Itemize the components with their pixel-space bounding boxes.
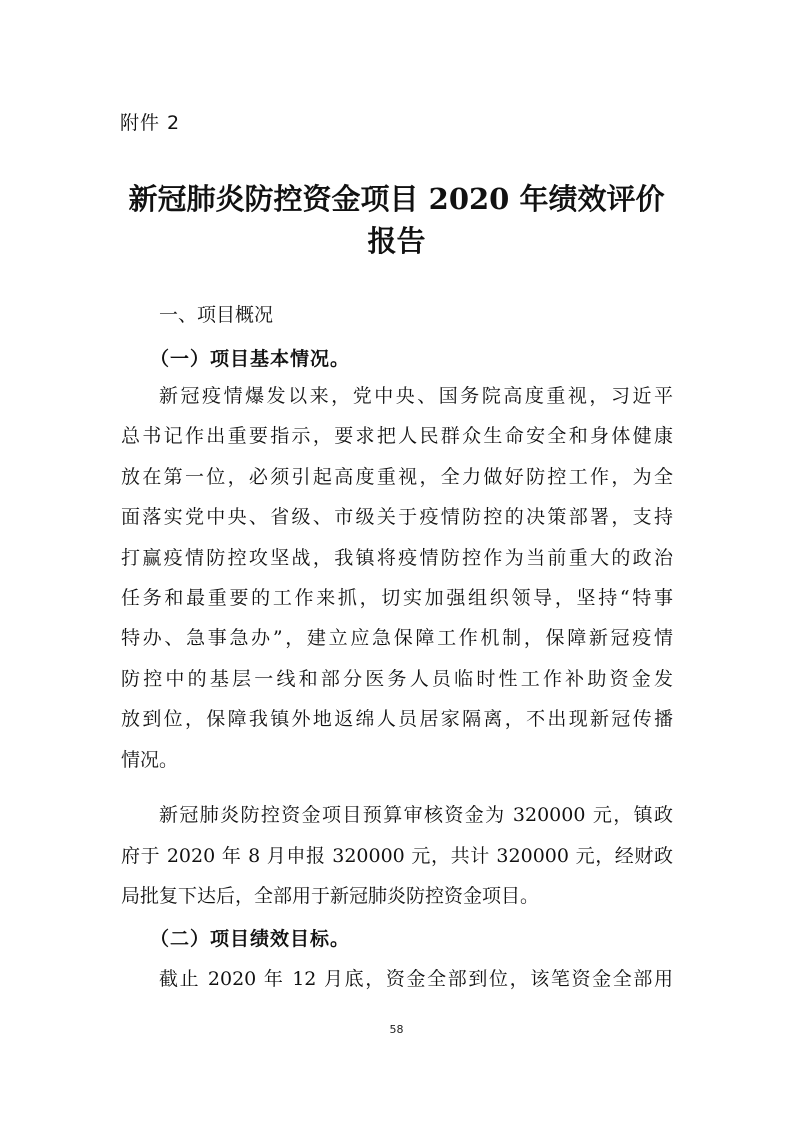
- paragraph-line: 防控中的基层一线和部分医务人员临时性工作补助资金发: [121, 668, 673, 690]
- paragraph-line: 府于 2020 年 8 月申报 320000 元，共计 320000 元，经财政: [121, 845, 673, 867]
- document-title-line2: 报告: [367, 224, 426, 258]
- paragraph-line: 放在第一位，必须引起高度重视，全力做好防控工作，为全: [121, 466, 673, 488]
- paragraph-line: 面落实党中央、省级、市级关于疫情防控的决策部署，支持: [121, 506, 673, 528]
- paragraph-line: 放到位，保障我镇外地返绵人员居家隔离，不出现新冠传播: [121, 708, 673, 730]
- paragraph-line: 总书记作出重要指示，要求把人民群众生命安全和身体健康: [121, 425, 673, 447]
- attachment-label: 附件 2: [120, 112, 181, 134]
- paragraph-line: 任务和最重要的工作来抓，切实加强组织领导，坚持“特事: [121, 587, 673, 609]
- subsection-heading-basic-info: （一）项目基本情况。: [150, 348, 351, 370]
- paragraph-line: 情况。: [121, 749, 179, 771]
- paragraph-line: 截止 2020 年 12 月底，资金全部到位，该笔资金全部用: [159, 968, 673, 990]
- document-title-line1: 新冠肺炎防控资金项目 2020 年绩效评价: [128, 182, 665, 216]
- paragraph-line: 新冠疫情爆发以来，党中央、国务院高度重视，习近平: [159, 385, 673, 407]
- page-number: 58: [389, 1023, 404, 1036]
- paragraph-line: 局批复下达后，全部用于新冠肺炎防控资金项目。: [121, 885, 540, 907]
- subsection-heading-performance-goals: （二）项目绩效目标。: [150, 928, 351, 950]
- paragraph-line: 新冠肺炎防控资金项目预算审核资金为 320000 元，镇政: [159, 804, 673, 826]
- paragraph-line: 特办、急事急办”，建立应急保障工作机制，保障新冠疫情: [121, 627, 673, 649]
- section-heading-overview: 一、项目概况: [159, 304, 274, 326]
- paragraph-line: 打赢疫情防控攻坚战，我镇将疫情防控作为当前重大的政治: [121, 547, 673, 569]
